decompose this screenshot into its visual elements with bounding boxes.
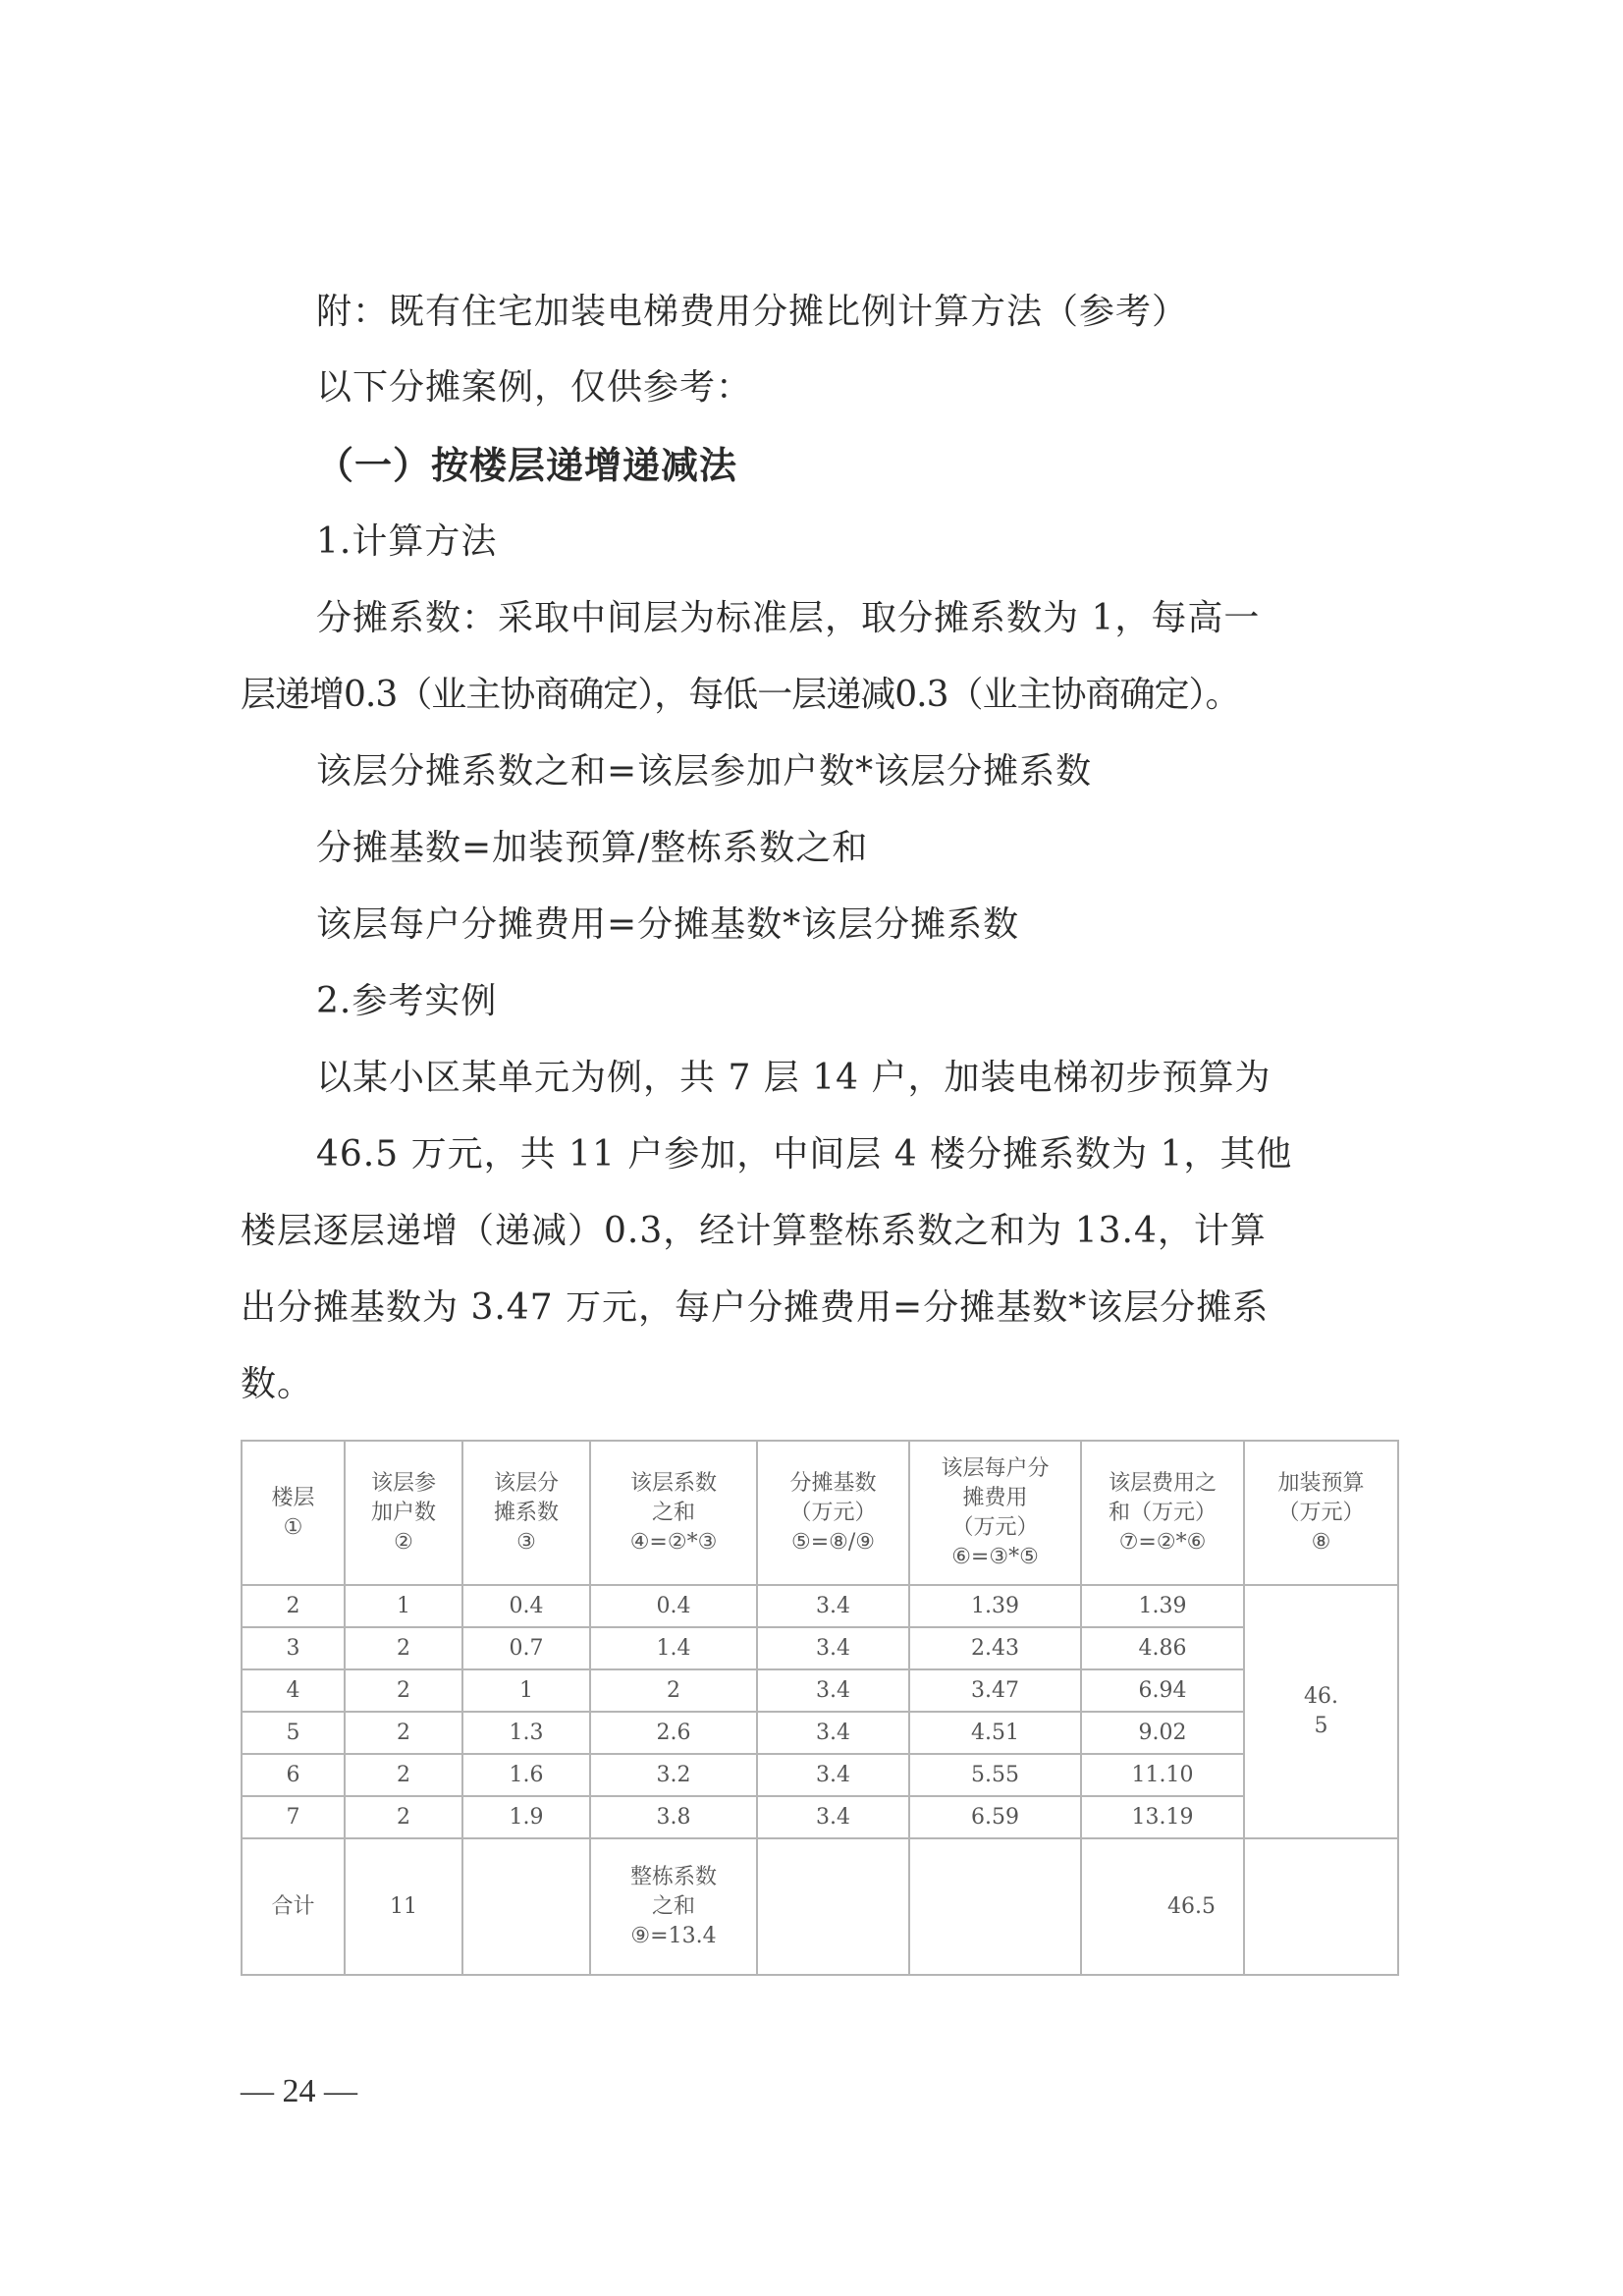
table-row — [242, 1796, 1398, 1838]
table-row — [242, 1585, 1398, 1627]
cost-allocation-table — [241, 1440, 1399, 1976]
cell-floor-cost-sum: 13.19 — [1081, 1796, 1244, 1838]
formula-per-household-cost: 该层每户分摊费用=分摊基数*该层分摊系数 — [316, 904, 1020, 945]
cell-floor-cost-sum: 1.39 — [1081, 1585, 1244, 1627]
header-base-amount: 分摊基数 （万元） ⑤=⑧/⑨ — [757, 1441, 909, 1585]
cell-coefficient-sum: 1.4 — [590, 1627, 757, 1669]
cell-base-amount: 3.4 — [757, 1585, 909, 1627]
cell-per-household-cost: 1.39 — [909, 1585, 1081, 1627]
table-row — [242, 1754, 1398, 1796]
method-paragraph-line-2: 层递增0.3（业主协商确定），每低一层递减0.3（业主协商确定）。 — [241, 675, 1240, 715]
cell-per-household-cost: 6.59 — [909, 1796, 1081, 1838]
cell-floor-cost-sum: 9.02 — [1081, 1712, 1244, 1754]
cell-coefficient: 1.9 — [462, 1796, 590, 1838]
cell-households: 2 — [345, 1754, 462, 1796]
example-line-4: 出分摊基数为 3.47 万元，每户分摊费用=分摊基数*该层分摊系 — [241, 1287, 1270, 1328]
cell-households: 2 — [345, 1627, 462, 1669]
formula-base-amount: 分摊基数=加装预算/整栋系数之和 — [316, 828, 869, 868]
method-paragraph-line-1: 分摊系数：采取中间层为标准层，取分摊系数为 1，每高一 — [316, 598, 1261, 638]
cell-floor: 5 — [242, 1712, 345, 1754]
header-installation-budget: 加装预算 （万元） ⑧ — [1244, 1441, 1398, 1585]
cell-per-household-cost: 3.47 — [909, 1669, 1081, 1712]
cell-coefficient: 1.3 — [462, 1712, 590, 1754]
cell-households: 2 — [345, 1796, 462, 1838]
total-empty-per-household — [909, 1838, 1081, 1975]
total-households: 11 — [345, 1838, 462, 1975]
example-line-1: 以某小区某单元为例，共 7 层 14 户，加装电梯初步预算为 — [316, 1058, 1271, 1098]
total-label: 合计 — [242, 1838, 345, 1975]
cell-coefficient-sum: 0.4 — [590, 1585, 757, 1627]
total-coefficient-sum: 整栋系数 之和 ⑨=13.4 — [590, 1838, 757, 1975]
table-row — [242, 1627, 1398, 1669]
formula-floor-coef-sum: 该层分摊系数之和=该层参加户数*该层分摊系数 — [316, 751, 1093, 792]
total-empty-budget — [1244, 1838, 1398, 1975]
cell-coefficient-sum: 2 — [590, 1669, 757, 1712]
cell-per-household-cost: 4.51 — [909, 1712, 1081, 1754]
cell-coefficient-sum: 2.6 — [590, 1712, 757, 1754]
cell-installation-budget: 46. 5 — [1244, 1585, 1398, 1838]
cell-floor: 6 — [242, 1754, 345, 1796]
cell-households: 2 — [345, 1669, 462, 1712]
cell-coefficient: 1 — [462, 1669, 590, 1712]
cell-households: 1 — [345, 1585, 462, 1627]
cell-coefficient: 0.4 — [462, 1585, 590, 1627]
cell-households: 2 — [345, 1712, 462, 1754]
table-row — [242, 1669, 1398, 1712]
header-floor: 楼层 ① — [242, 1441, 345, 1585]
cell-floor-cost-sum: 6.94 — [1081, 1669, 1244, 1712]
cell-coefficient-sum: 3.8 — [590, 1796, 757, 1838]
intro-text: 以下分摊案例，仅供参考： — [316, 367, 753, 408]
header-floor-coefficient: 该层分 摊系数 ③ — [462, 1441, 590, 1585]
total-cost-sum: 46.5 — [1081, 1838, 1244, 1975]
subsection-reference-example: 2.参考实例 — [316, 981, 498, 1021]
cell-base-amount: 3.4 — [757, 1796, 909, 1838]
cell-floor: 3 — [242, 1627, 345, 1669]
cell-base-amount: 3.4 — [757, 1627, 909, 1669]
cell-base-amount: 3.4 — [757, 1754, 909, 1796]
table-row — [242, 1712, 1398, 1754]
cell-coefficient-sum: 3.2 — [590, 1754, 757, 1796]
cell-floor: 7 — [242, 1796, 345, 1838]
section-heading: （一）按楼层递增递减法 — [316, 444, 738, 487]
header-floor-cost-sum: 该层费用之 和（万元） ⑦=②*⑥ — [1081, 1441, 1244, 1585]
cell-floor: 4 — [242, 1669, 345, 1712]
cell-coefficient: 0.7 — [462, 1627, 590, 1669]
header-per-household-cost: 该层每户分 摊费用 （万元） ⑥=③*⑤ — [909, 1441, 1081, 1585]
header-coefficient-sum: 该层系数 之和 ④=②*③ — [590, 1441, 757, 1585]
cell-base-amount: 3.4 — [757, 1669, 909, 1712]
cell-base-amount: 3.4 — [757, 1712, 909, 1754]
table-total-row — [242, 1838, 1398, 1975]
example-line-3: 楼层逐层递增（递减）0.3，经计算整栋系数之和为 13.4，计算 — [241, 1211, 1267, 1251]
cell-floor: 2 — [242, 1585, 345, 1627]
total-empty-base — [757, 1838, 909, 1975]
page-number: — 24 — — [241, 2073, 357, 2109]
header-participating-households: 该层参 加户数 ② — [345, 1441, 462, 1585]
example-line-2: 46.5 万元，共 11 户参加，中间层 4 楼分摊系数为 1，其他 — [316, 1134, 1293, 1175]
cell-per-household-cost: 2.43 — [909, 1627, 1081, 1669]
table-header-row — [242, 1441, 1398, 1585]
cell-floor-cost-sum: 11.10 — [1081, 1754, 1244, 1796]
cell-per-household-cost: 5.55 — [909, 1754, 1081, 1796]
cell-floor-cost-sum: 4.86 — [1081, 1627, 1244, 1669]
appendix-title: 附：既有住宅加装电梯费用分摊比例计算方法（参考） — [316, 292, 1189, 332]
subsection-calc-method: 1.计算方法 — [316, 521, 498, 562]
example-line-5: 数。 — [241, 1364, 314, 1404]
cell-coefficient: 1.6 — [462, 1754, 590, 1796]
total-empty-coefficient — [462, 1838, 590, 1975]
